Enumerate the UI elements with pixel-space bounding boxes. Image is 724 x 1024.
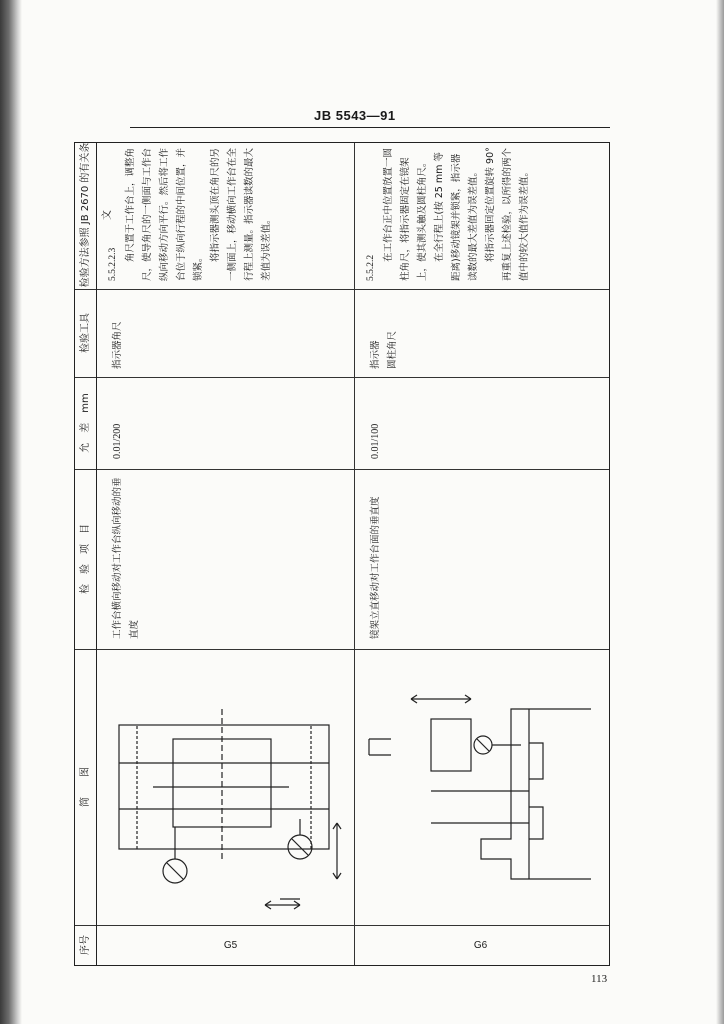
- standard-number: JB 5543—91: [314, 108, 396, 123]
- g6-clause: 5.5.2.2: [366, 254, 376, 281]
- column-item: [75, 469, 609, 649]
- g6-method: [363, 147, 533, 281]
- row-no: G5: [223, 939, 238, 951]
- header-rule: [130, 127, 610, 128]
- header-method: 检验方法参照 JB 2670 的有关条文: [80, 142, 113, 288]
- g5-tolerance: 0.01/200: [112, 423, 123, 459]
- page-number: 113: [591, 973, 608, 985]
- header-diagram: 简 图: [80, 767, 91, 807]
- g5-method: [105, 147, 275, 281]
- g5-method-para-2: 将指示器测头顶在角尺的另一侧面上，移动横向工作台在全行程上测量。指示器读数的最大差值为误差值。: [210, 147, 272, 281]
- g5-clause: 5.5.2.2.3: [108, 247, 118, 281]
- column-no: [75, 925, 609, 965]
- g6-tolerance: 0.01/100: [370, 423, 381, 459]
- g6-method-para-3: 将指示器回定位置旋转 90°再重复上述检验，以所得的两个值中的较大值作为误差值。: [485, 147, 530, 281]
- header-item: 检 验 项 目: [80, 524, 91, 594]
- g6-diagram: [361, 653, 606, 919]
- inspection-table-wrapper: [74, 142, 610, 966]
- g6-tool-indicator: 指示器: [370, 340, 381, 369]
- row-divider: [354, 143, 355, 965]
- scan-shadow-right: [716, 0, 724, 1024]
- g5-tools: [109, 291, 126, 369]
- g6-tools: [367, 291, 401, 369]
- g6-method-para-2: 在全行程上(按 25 mm 等距离)移动镜架并锁紧，指示器读数的最大差值为误差值。: [434, 152, 479, 281]
- header-no: 序号: [80, 935, 91, 955]
- g5-tool: 指示器角尺: [112, 321, 123, 369]
- g6-item: 镜架立直移动对工作台面的垂直度: [370, 496, 381, 639]
- scan-shadow-left: [0, 0, 22, 1024]
- g5-diagram: [105, 653, 350, 919]
- header-tools: 检验工具: [80, 313, 91, 353]
- header-tolerance: 允 差 mm: [80, 393, 91, 453]
- g5-method-para-1: 角尺置于工作台上，调整角尺，使导角尺的一侧面与工作台纵向移动方向平行。然后将工作台位于纵向行程的中间位置，并锁紧。: [125, 147, 204, 281]
- g6-method-para-1: 在工作台正中位置放置一圆柱角尺，将指示器固定在镜架上，使其测头触及圆柱角尺。: [383, 147, 428, 281]
- g5-item: 工作台横向移动对工作台纵向移动的垂直度: [112, 477, 140, 639]
- column-tools: [75, 289, 609, 377]
- inspection-table: [74, 142, 610, 966]
- g6-tool-cylinder-square: 圆柱角尺: [387, 330, 398, 369]
- column-tolerance: [75, 377, 609, 469]
- row-no: G6: [473, 939, 488, 951]
